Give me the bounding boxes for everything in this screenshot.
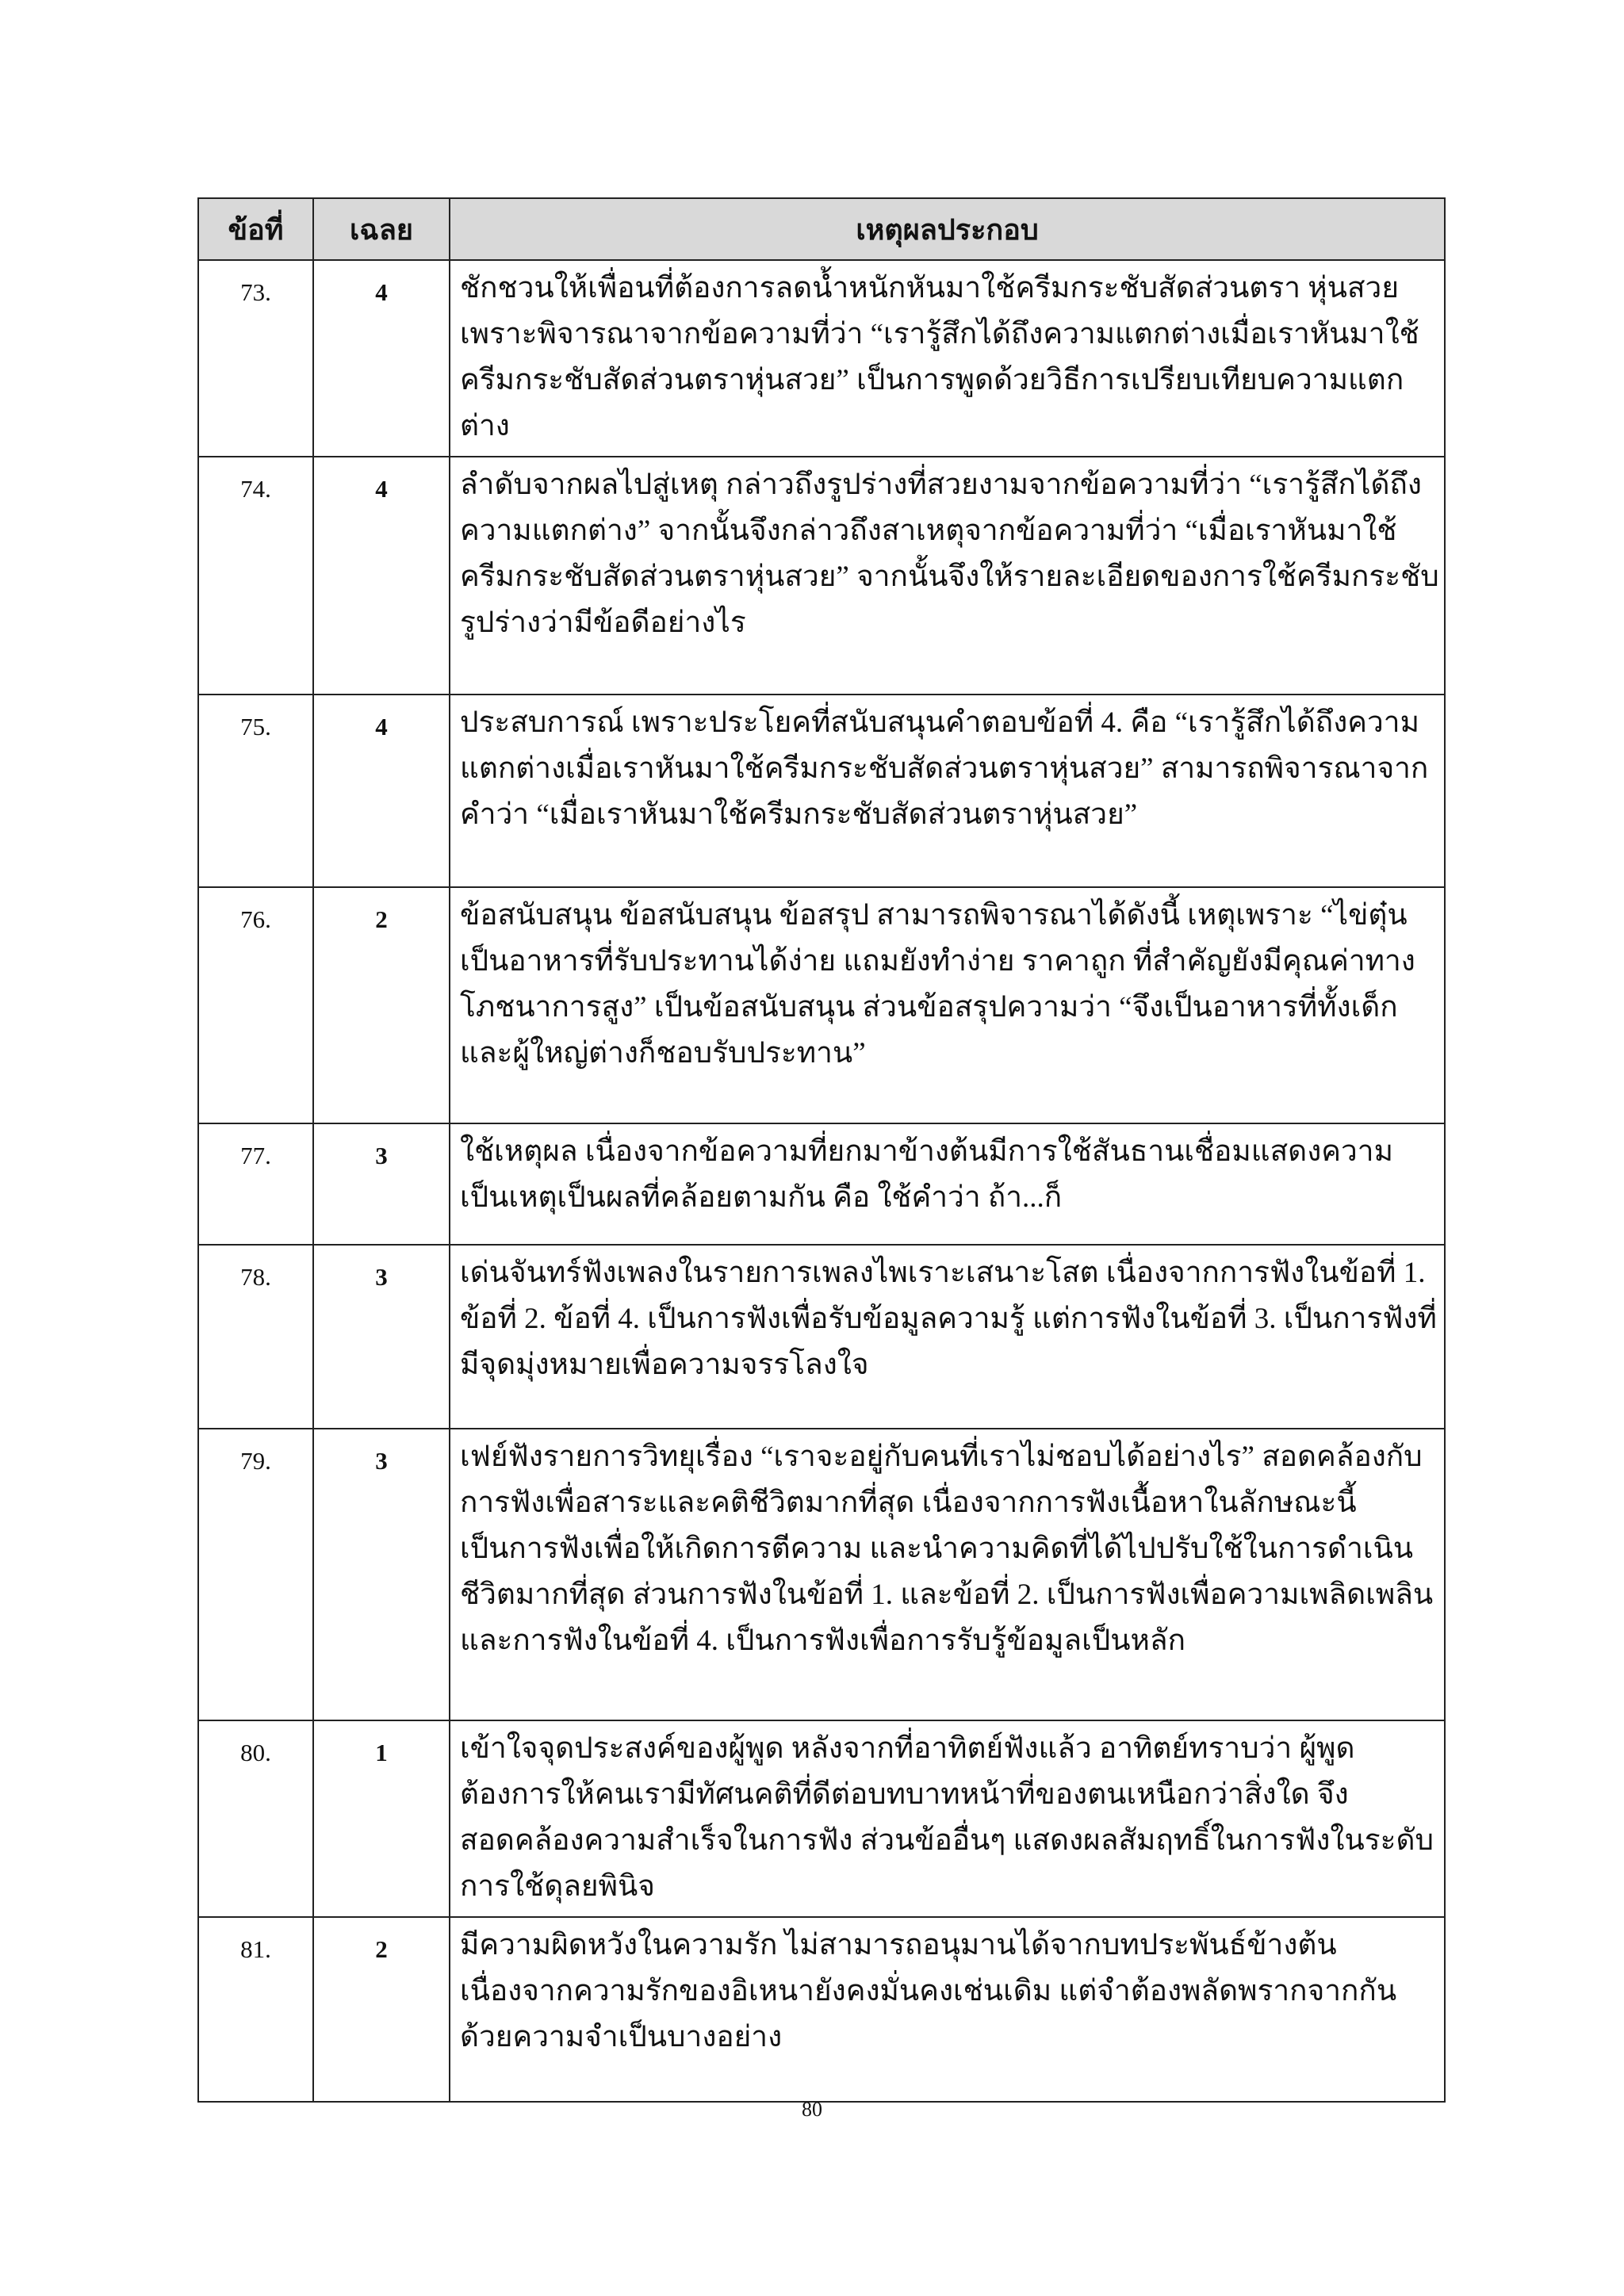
reason-text: ชักชวนให้เพื่อนที่ต้องการลดน้ำหนักหันมาใช้ครีมกระชับสัดส่วนตรา หุ่นสวย เพราะพิจารณาจากข้อความที่ว่า “เรารู้สึกได้ถึงความแตกต่างเมื่อเราหันมาใช้ครีมกระชับสัดส่วนตราหุ่นสวย” เป็นการพูดด้วยวิธีการเปรียบเทียบความแตกต่าง bbox=[450, 260, 1445, 457]
answer-value: 3 bbox=[313, 1245, 450, 1429]
question-number: 80. bbox=[198, 1720, 313, 1917]
answer-value: 2 bbox=[313, 1917, 450, 2102]
reason-text: เด่นจันทร์ฟังเพลงในรายการเพลงไพเราะเสนาะโสต เนื่องจากการฟังในข้อที่ 1. ข้อที่ 2. ข้อที่ 4. เป็นการฟังเพื่อรับข้อมูลความรู้ แต่การฟังในข้อที่ 3. เป็นการฟังที่มีจุดมุ่งหมายเพื่อความจรรโลงใจ bbox=[450, 1245, 1445, 1429]
answer-key-table bbox=[197, 197, 1446, 2103]
table-row bbox=[198, 1123, 1445, 1245]
table-row bbox=[198, 1917, 1445, 2102]
answer-value: 1 bbox=[313, 1720, 450, 1917]
question-number: 75. bbox=[198, 695, 313, 887]
question-number: 81. bbox=[198, 1917, 313, 2102]
reason-text: ข้อสนับสนุน ข้อสนับสนุน ข้อสรุป สามารถพิจารณาได้ดังนี้ เหตุเพราะ “ไข่ตุ๋นเป็นอาหารที่รับประทานได้ง่าย แถมยังทำง่าย ราคาถูก ที่สำคัญยังมีคุณค่าทางโภชนาการสูง” เป็นข้อสนับสนุน ส่วนข้อสรุปความว่า “จึงเป็นอาหารที่ทั้งเด็กและผู้ใหญ่ต่างก็ชอบรับประทาน” bbox=[450, 887, 1445, 1123]
table-header bbox=[198, 198, 1445, 260]
answer-value: 2 bbox=[313, 887, 450, 1123]
reason-text: มีความผิดหวังในความรัก ไม่สามารถอนุมานได้จากบทประพันธ์ข้างต้น เนื่องจากความรักของอิเหนายังคงมั่นคงเช่นเดิม แต่จำต้องพลัดพรากจากกันด้วยความจำเป็นบางอย่าง bbox=[450, 1917, 1445, 2102]
table-row bbox=[198, 1245, 1445, 1429]
header-answer: เฉลย bbox=[313, 198, 450, 260]
question-number: 74. bbox=[198, 457, 313, 695]
answer-value: 3 bbox=[313, 1429, 450, 1720]
answer-value: 4 bbox=[313, 457, 450, 695]
answer-value: 4 bbox=[313, 260, 450, 457]
table-row bbox=[198, 260, 1445, 457]
question-number: 76. bbox=[198, 887, 313, 1123]
reason-text: เข้าใจจุดประสงค์ของผู้พูด หลังจากที่อาทิตย์ฟังแล้ว อาทิตย์ทราบว่า ผู้พูดต้องการให้คนเรามีทัศนคติที่ดีต่อบทบาทหน้าที่ของตนเหนือกว่าสิ่งใด จึงสอดคล้องความสำเร็จในการฟัง ส่วนข้ออื่นๆ แสดงผลสัมฤทธิ์ในการฟังในระดับการใช้ดุลยพินิจ bbox=[450, 1720, 1445, 1917]
table-row bbox=[198, 457, 1445, 695]
answer-value: 3 bbox=[313, 1123, 450, 1245]
reason-text: เฟย์ฟังรายการวิทยุเรื่อง “เราจะอยู่กับคนที่เราไม่ชอบได้อย่างไร” สอดคล้องกับการฟังเพื่อสาระและคติชีวิตมากที่สุด เนื่องจากการฟังเนื้อหาในลักษณะนี้เป็นการฟังเพื่อให้เกิดการตีความ และนำความคิดที่ได้ไปปรับใช้ในการดำเนินชีวิตมากที่สุด ส่วนการฟังในข้อที่ 1. และข้อที่ 2. เป็นการฟังเพื่อความเพลิดเพลิน และการฟังในข้อที่ 4. เป็นการฟังเพื่อการรับรู้ข้อมูลเป็นหลัก bbox=[450, 1429, 1445, 1720]
table-row bbox=[198, 1429, 1445, 1720]
reason-text: ประสบการณ์ เพราะประโยคที่สนับสนุนคำตอบข้อที่ 4. คือ “เรารู้สึกได้ถึงความแตกต่างเมื่อเราหันมาใช้ครีมกระชับสัดส่วนตราหุ่นสวย” สามารถพิจารณาจากคำว่า “เมื่อเราหันมาใช้ครีมกระชับสัดส่วนตราหุ่นสวย” bbox=[450, 695, 1445, 887]
header-row bbox=[198, 198, 1445, 260]
question-number: 73. bbox=[198, 260, 313, 457]
question-number: 78. bbox=[198, 1245, 313, 1429]
question-number: 77. bbox=[198, 1123, 313, 1245]
table-row bbox=[198, 887, 1445, 1123]
table-row bbox=[198, 695, 1445, 887]
reason-text: ลำดับจากผลไปสู่เหตุ กล่าวถึงรูปร่างที่สวยงามจากข้อความที่ว่า “เรารู้สึกได้ถึงความแตกต่าง” จากนั้นจึงกล่าวถึงสาเหตุจากข้อความที่ว่า “เมื่อเราหันมาใช้ครีมกระชับสัดส่วนตราหุ่นสวย” จากนั้นจึงให้รายละเอียดของการใช้ครีมกระชับรูปร่างว่ามีข้อดีอย่างไร bbox=[450, 457, 1445, 695]
page-number: 80 bbox=[802, 2098, 822, 2121]
question-number: 79. bbox=[198, 1429, 313, 1720]
table-row bbox=[198, 1720, 1445, 1917]
header-number: ข้อที่ bbox=[198, 198, 313, 260]
header-reason: เหตุผลประกอบ bbox=[450, 198, 1445, 260]
table-body bbox=[198, 260, 1445, 2102]
answer-value: 4 bbox=[313, 695, 450, 887]
reason-text: ใช้เหตุผล เนื่องจากข้อความที่ยกมาข้างต้นมีการใช้สันธานเชื่อมแสดงความเป็นเหตุเป็นผลที่คล้อยตามกัน คือ ใช้คำว่า ถ้า...ก็ bbox=[450, 1123, 1445, 1245]
